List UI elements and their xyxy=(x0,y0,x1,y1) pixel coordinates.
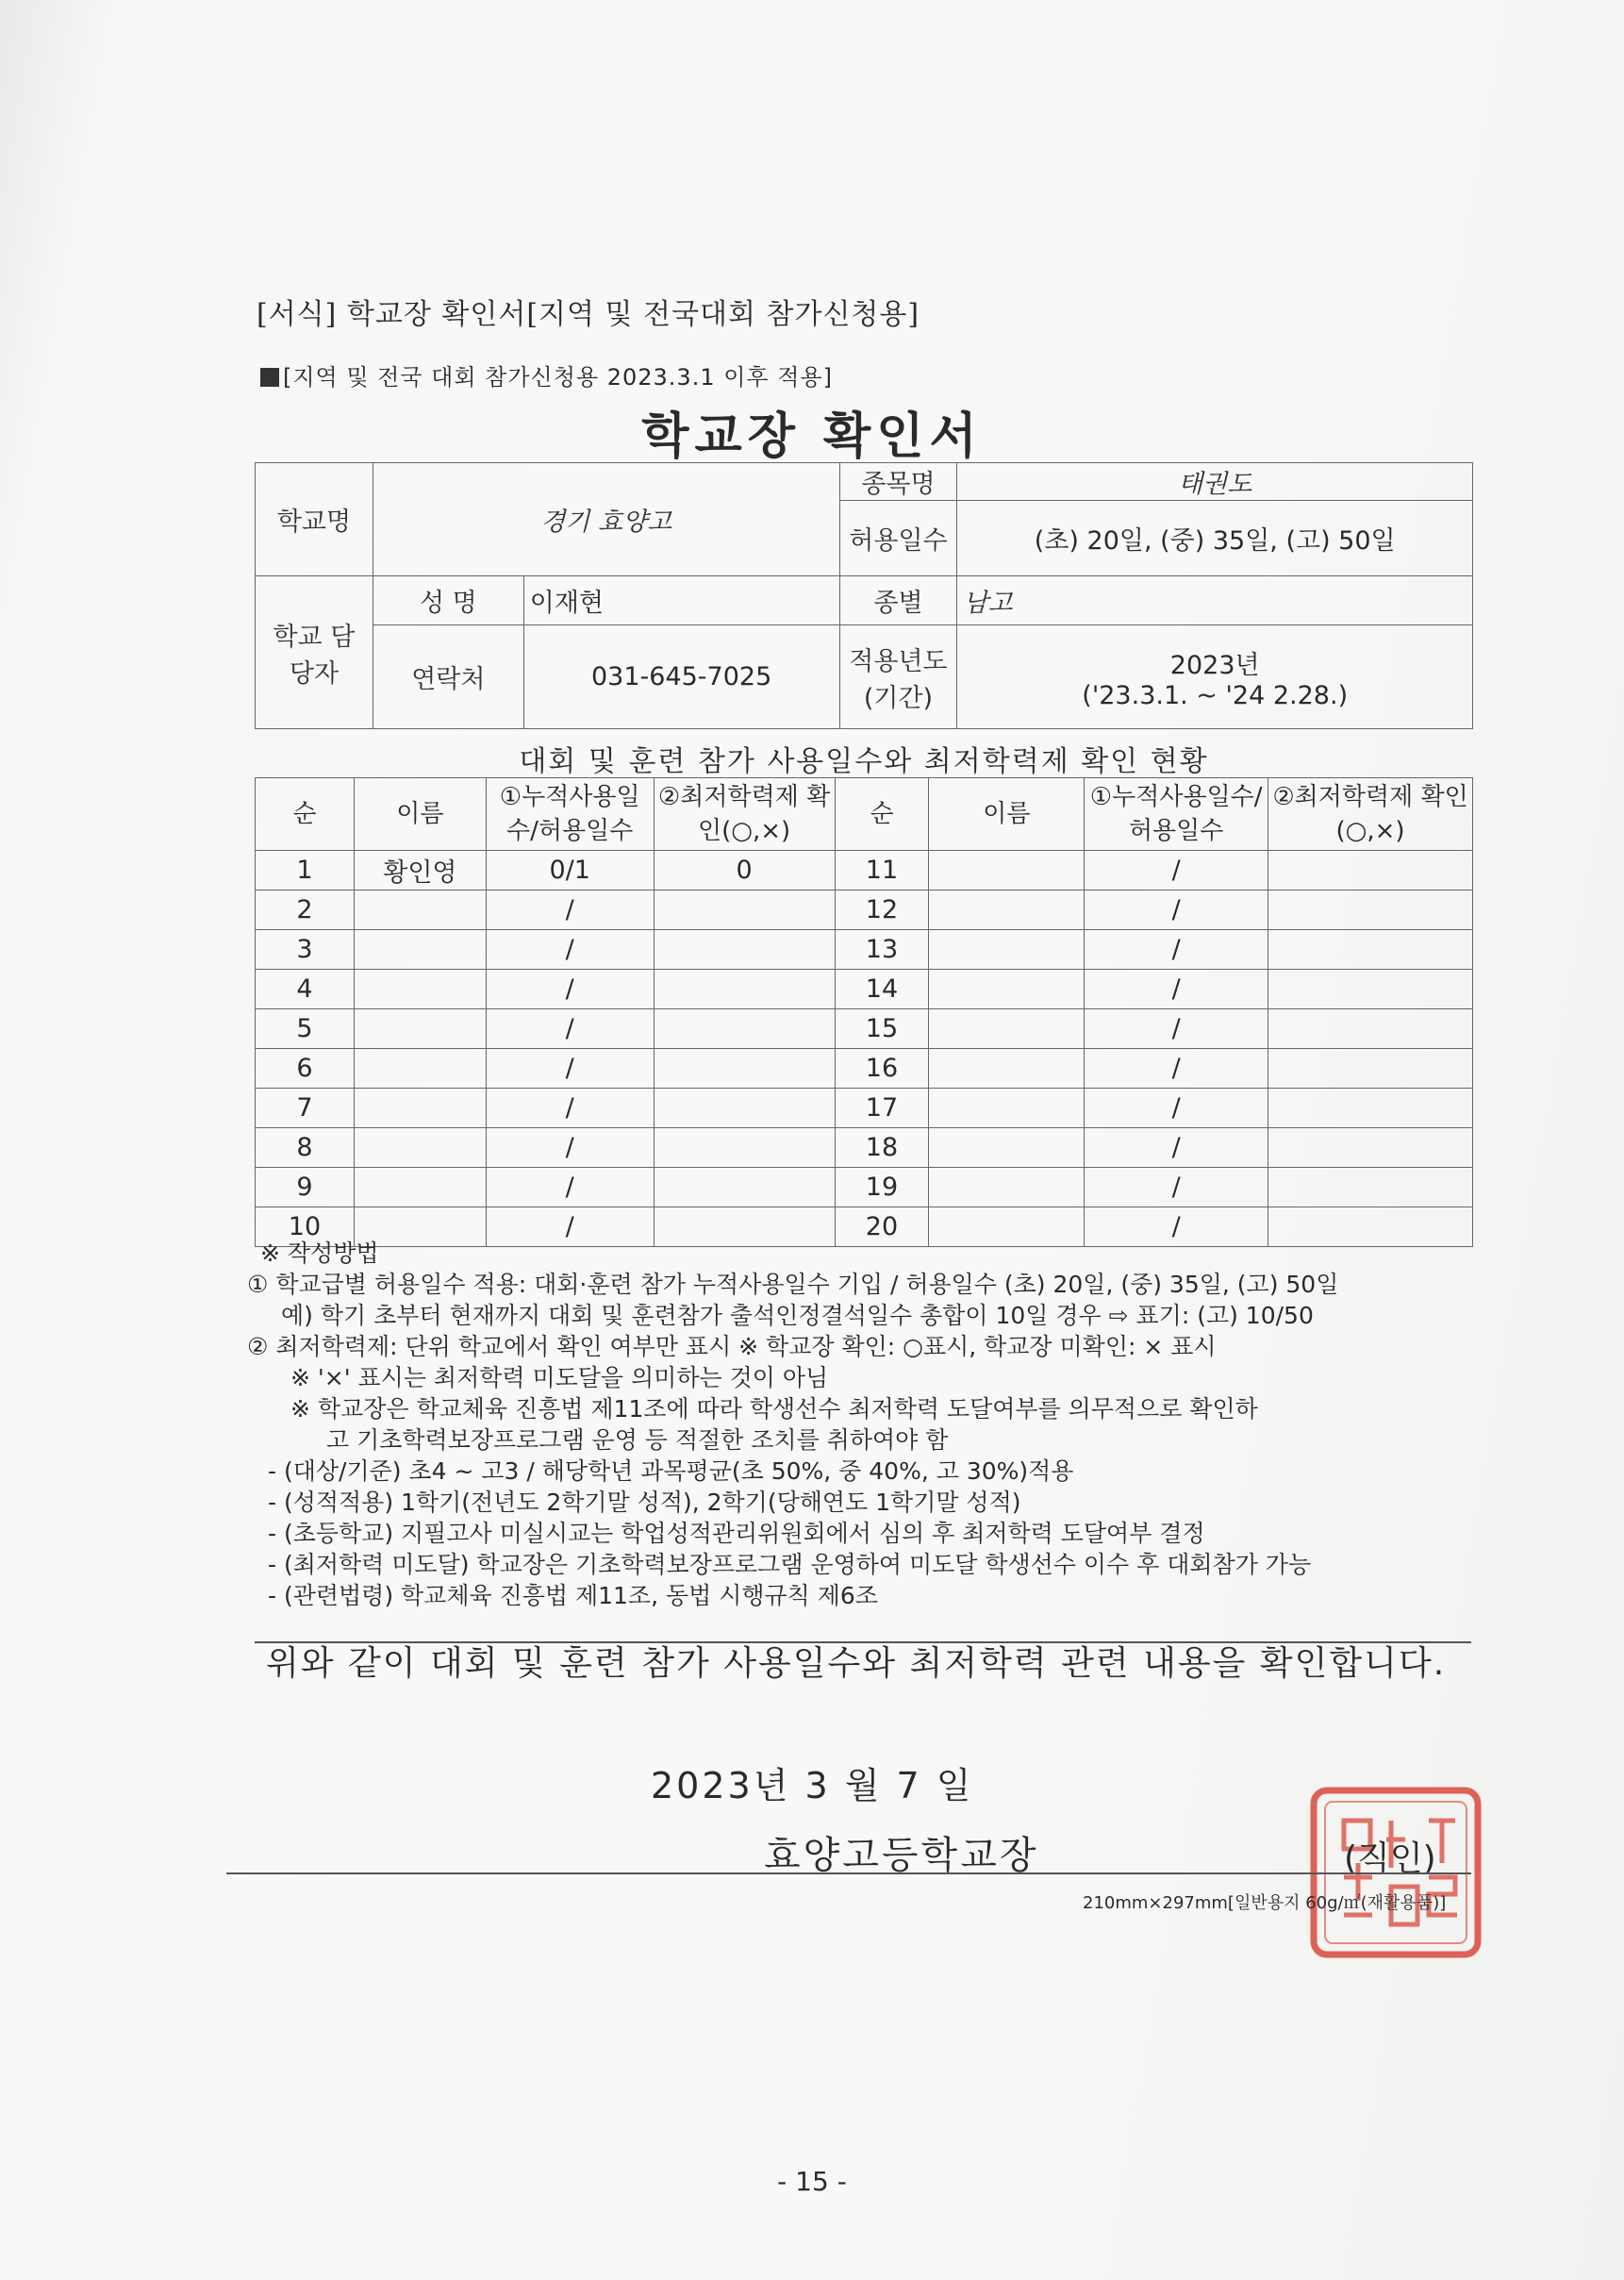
row-no: 17 xyxy=(835,1089,929,1128)
row-no: 10 xyxy=(256,1207,355,1247)
row-min xyxy=(1268,851,1473,890)
row-min xyxy=(654,930,835,970)
header-no-right: 순 xyxy=(835,778,929,851)
row-no: 6 xyxy=(256,1049,355,1089)
row-days: / xyxy=(486,1009,654,1049)
divider xyxy=(226,1872,1471,1874)
row-name xyxy=(354,1049,486,1089)
allowed-days-value: (초) 20일, (중) 35일, (고) 50일 xyxy=(957,501,1473,576)
row-no: 14 xyxy=(835,970,929,1009)
row-days: / xyxy=(486,930,654,970)
note-line: - (관련법령) 학교체육 진흥법 제11조, 동법 시행규칙 제6조 xyxy=(268,1582,878,1609)
row-no: 12 xyxy=(835,890,929,930)
period-cell xyxy=(957,625,1473,729)
note-line: ② 최저학력제: 단위 학교에서 확인 여부만 표시 ※ 학교장 확인: ○표시, 학교장 미확인: × 표시 xyxy=(247,1333,1217,1360)
row-no: 13 xyxy=(835,930,929,970)
row-no: 20 xyxy=(835,1207,929,1247)
header-no-left: 순 xyxy=(256,778,355,851)
row-no: 8 xyxy=(256,1128,355,1168)
row-min xyxy=(1268,930,1473,970)
sport-value: 태권도 xyxy=(957,463,1473,501)
note-line: ① 학교급별 허용일수 적용: 대회·훈련 참가 누적사용일수 기입 / 허용일수 (초) 20일, (중) 35일, (고) 50일 xyxy=(247,1271,1339,1298)
table-row xyxy=(256,970,1473,1009)
row-days: / xyxy=(486,1049,654,1089)
row-days: / xyxy=(486,970,654,1009)
table-row xyxy=(256,1049,1473,1089)
contact-label: 연락처 xyxy=(373,625,523,729)
row-name xyxy=(929,1009,1085,1049)
row-no: 2 xyxy=(256,890,355,930)
row-min xyxy=(1268,1089,1473,1128)
row-no: 7 xyxy=(256,1089,355,1128)
row-no: 3 xyxy=(256,930,355,970)
row-min xyxy=(1268,1049,1473,1089)
form-subheader-text: [지역 및 전국 대회 참가신청용 2023.3.1 이후 적용] xyxy=(283,364,833,391)
row-no: 18 xyxy=(835,1128,929,1168)
note-line: ※ '×' 표시는 최저학력 미도달을 의미하는 것이 아님 xyxy=(290,1364,829,1391)
row-days: / xyxy=(1085,1128,1268,1168)
row-days: / xyxy=(1085,1089,1268,1128)
row-name xyxy=(929,890,1085,930)
row-days: / xyxy=(1085,1009,1268,1049)
row-days: / xyxy=(486,1207,654,1247)
name-label: 성 명 xyxy=(373,576,523,625)
sport-label: 종목명 xyxy=(839,463,957,501)
row-min xyxy=(1268,1168,1473,1207)
row-name xyxy=(354,1009,486,1049)
table-row xyxy=(256,851,1473,890)
note-line: - (초등학교) 지필고사 미실시교는 학업성적관리위원회에서 심의 후 최저학력 도달여부 결정 xyxy=(268,1520,1205,1547)
note-line: ※ 작성방법 xyxy=(260,1240,379,1267)
row-name xyxy=(354,890,486,930)
row-days: / xyxy=(1085,1049,1268,1089)
table-row xyxy=(256,890,1473,930)
status-table xyxy=(255,777,1473,1247)
row-min xyxy=(654,1049,835,1089)
row-min: 0 xyxy=(654,851,835,890)
paper-spec: 210mm×297mm[일반용지 60g/㎡(재활용품)] xyxy=(1083,1893,1447,1913)
period-value: ('23.3.1. ~ '24 2.28.) xyxy=(1082,680,1349,710)
confirmation-text: 위와 같이 대회 및 훈련 참가 사용일수와 최저학력 관련 내용을 확인합니다. xyxy=(266,1644,1447,1683)
row-name xyxy=(929,851,1085,890)
row-no: 9 xyxy=(256,1168,355,1207)
instructions xyxy=(247,1238,1473,1611)
note-line: ※ 학교장은 학교체육 진흥법 제11조에 따라 학생선수 최저학력 도달여부를 의무적으로 확인하 xyxy=(290,1395,1258,1423)
row-no: 16 xyxy=(835,1049,929,1089)
row-min xyxy=(654,1009,835,1049)
note-line: - (성적적용) 1학기(전년도 2학기말 성적), 2학기(당해연도 1학기말 성적) xyxy=(268,1489,1021,1516)
square-bullet-icon xyxy=(260,368,279,387)
row-no: 11 xyxy=(835,851,929,890)
row-days: / xyxy=(486,1168,654,1207)
header-min-right: ②최저학력제 확인(○,×) xyxy=(1268,778,1473,851)
row-days: 0/1 xyxy=(486,851,654,890)
header-min-left: ②최저학력제 확인(○,×) xyxy=(654,778,835,851)
contact-value: 031-645-7025 xyxy=(523,625,839,729)
header-name-left: 이름 xyxy=(354,778,486,851)
header-days-right: ①누적사용일수/허용일수 xyxy=(1085,778,1268,851)
row-days: / xyxy=(1085,930,1268,970)
row-min xyxy=(1268,1009,1473,1049)
header-name-right: 이름 xyxy=(929,778,1085,851)
row-min xyxy=(654,1128,835,1168)
row-name xyxy=(354,970,486,1009)
row-name xyxy=(929,1089,1085,1128)
table-row xyxy=(256,1009,1473,1049)
row-days: / xyxy=(1085,970,1268,1009)
table-row xyxy=(256,1168,1473,1207)
category-label: 종별 xyxy=(839,576,957,625)
row-name: 황인영 xyxy=(354,851,486,890)
row-days: / xyxy=(1085,1168,1268,1207)
row-min xyxy=(654,890,835,930)
row-name xyxy=(354,1168,486,1207)
school-name-value: 경기 효양고 xyxy=(373,463,839,576)
row-days: / xyxy=(486,1089,654,1128)
note-line: - (최저학력 미도달) 학교장은 기초학력보장프로그램 운영하여 미도달 학생선수 이수 후 대회참가 가능 xyxy=(268,1551,1312,1578)
note-line: - (대상/기준) 초4 ~ 고3 / 해당학년 과목평균(초 50%, 중 40%, 고 30%)적용 xyxy=(268,1457,1074,1485)
row-min xyxy=(1268,890,1473,930)
row-min xyxy=(654,1168,835,1207)
row-min xyxy=(654,1089,835,1128)
row-no: 1 xyxy=(256,851,355,890)
row-min xyxy=(1268,1128,1473,1168)
header-days-left: ①누적사용일수/허용일수 xyxy=(486,778,654,851)
note-line: 고 기초학력보장프로그램 운영 등 적절한 조치를 취하여야 함 xyxy=(326,1426,949,1454)
period-label: 적용년도 (기간) xyxy=(839,625,957,729)
manager-label: 학교 담당자 xyxy=(256,576,373,729)
table-row xyxy=(256,930,1473,970)
row-name xyxy=(929,1049,1085,1089)
row-name xyxy=(354,930,486,970)
row-name xyxy=(354,1089,486,1128)
row-min xyxy=(1268,970,1473,1009)
allowed-days-label: 허용일수 xyxy=(839,501,957,576)
category-value: 남고 xyxy=(957,576,1473,625)
info-table xyxy=(255,462,1473,729)
row-name xyxy=(929,970,1085,1009)
page-number: - 15 - xyxy=(777,2166,847,2197)
row-no: 4 xyxy=(256,970,355,1009)
table-row xyxy=(256,1128,1473,1168)
row-no: 15 xyxy=(835,1009,929,1049)
row-no: 19 xyxy=(835,1168,929,1207)
row-days: / xyxy=(1085,890,1268,930)
form-subheader xyxy=(260,358,833,391)
principal-name: 효양고등학교장 xyxy=(764,1834,1039,1877)
seal-placeholder: (직인) xyxy=(1344,1839,1436,1878)
row-days: / xyxy=(486,890,654,930)
form-header: [서식] 학교장 확인서[지역 및 전국대회 참가신청용] xyxy=(257,298,920,331)
row-name xyxy=(354,1128,486,1168)
year-value: 2023년 xyxy=(1169,650,1260,680)
school-name-label: 학교명 xyxy=(256,463,373,576)
row-days: / xyxy=(1085,1207,1268,1247)
row-name xyxy=(929,1168,1085,1207)
row-days: / xyxy=(1085,851,1268,890)
row-min xyxy=(654,970,835,1009)
row-name xyxy=(929,1128,1085,1168)
issue-date: 2023년 3 월 7 일 xyxy=(651,1765,974,1806)
note-line: 예) 학기 초부터 현재까지 대회 및 훈련참가 출석인정결석일수 총합이 10일 경우 ⇨ 표기: (고) 10/50 xyxy=(281,1302,1314,1329)
status-title: 대회 및 훈련 참가 사용일수와 최저학력제 확인 현황 xyxy=(519,745,1209,778)
table-row xyxy=(256,1089,1473,1128)
row-days: / xyxy=(486,1128,654,1168)
row-name xyxy=(929,930,1085,970)
row-no: 5 xyxy=(256,1009,355,1049)
manager-name-value: 이재현 xyxy=(523,576,839,625)
page-title: 학교장 확인서 xyxy=(641,408,983,465)
